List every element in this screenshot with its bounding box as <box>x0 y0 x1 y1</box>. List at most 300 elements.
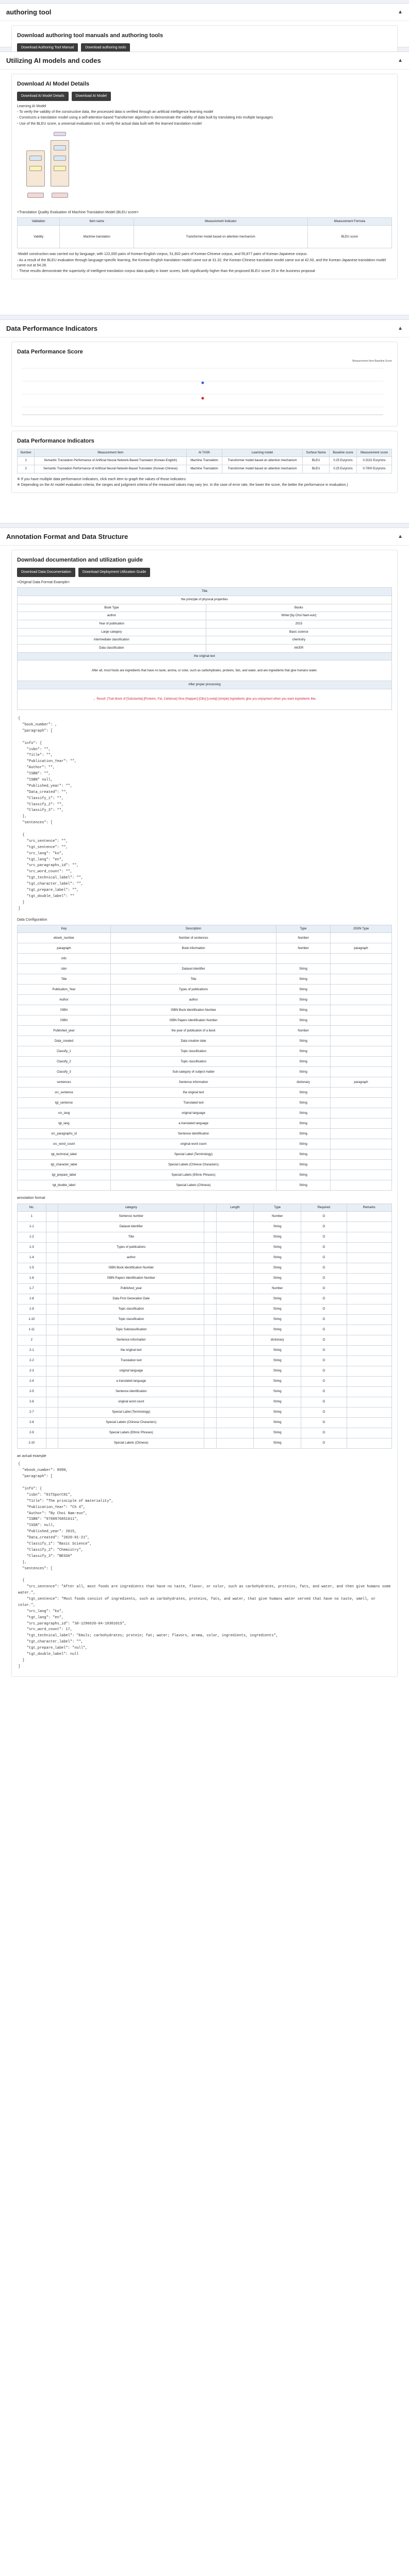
td <box>204 1315 217 1325</box>
td <box>330 1057 391 1067</box>
td: Topic classification <box>58 1304 204 1315</box>
section-annotation <box>0 528 409 2576</box>
td: Book information <box>110 943 276 954</box>
section-title: Data Performance Indicators <box>6 325 98 332</box>
td: Data First Generation Date <box>58 1294 204 1304</box>
td <box>204 1294 217 1304</box>
td: Transformer model based on attention mechanism <box>222 457 302 465</box>
note-line: ※ Depending on the AI model evaluation criteria, the ranges and judgment criteria of the measured values may vary (ex. In the case of error rate, the lower the score, the better the performance in evaluation.) <box>17 483 348 487</box>
td <box>330 1098 391 1108</box>
td: author <box>18 612 206 620</box>
td <box>216 1294 253 1304</box>
table-row <box>18 1428 392 1438</box>
td <box>216 1304 253 1315</box>
td <box>204 1356 217 1366</box>
td: String <box>276 1170 330 1180</box>
td <box>216 1243 253 1253</box>
td: dictionary <box>254 1335 301 1346</box>
td: Special Labels (Chinese) <box>58 1438 204 1449</box>
td: Topic Subclassification <box>58 1325 204 1335</box>
td: 2015 <box>206 620 391 628</box>
section-title: Utilizing AI models and codes <box>6 57 101 64</box>
td: Number <box>276 933 330 943</box>
td: src_lang <box>18 1108 111 1118</box>
td[interactable]: 2 <box>18 465 35 473</box>
td <box>347 1315 392 1325</box>
download-documentation-button[interactable]: Download Data Documentation <box>17 568 75 577</box>
performance-table <box>17 449 392 473</box>
td: ISBN Papers Identification Number <box>58 1274 204 1284</box>
td <box>330 1180 391 1191</box>
td: Sentence identification <box>110 1129 276 1139</box>
td: String <box>276 1098 330 1108</box>
td <box>216 1346 253 1356</box>
json-actual-example: { "ebook_number": 8990, "paragraph": [ "info": { "isbn": "01TSporC01", "Title": "The principle of materiality", "Publication_Year": "Ch 4", "Author": "By Choi Nam-eun", "ISBN": "9788976851011", "ISSN": null, "Published_year": 2015, "Data_created": "2020-01-21", "Classify_1": "Basic Science", "Classify_2": "Chemistry", "Classify_3": "BESSH" }, "sentences": [ { "src_sentence": "After all, most foods are ingredients that have no taste, flavor, or color, such as carbohydrates, proteins, fats, and water, and then give humans some water.", "tgt_sentence": "Most foods consist of ingredients, such as carbohydrates, proteins, fats, and water, that give humans water served that have no taste, smell, or color.", "src_lang": "ko", "tgt_lang": "en", "src_paragraphs_id": "30-1296620-04-1030101S", "src_word_count": 17, "tgt_technical_label": "Emuls; carbohydrates; protein; fat; water; flavors, aroma, color, ingredients, ingredients", "tgt_character_label": "", "tgt_prepare_label": "null", "tgt_double_label": null } ] <box>18 1462 391 1669</box>
td: String <box>276 1129 330 1139</box>
table-row <box>18 1036 392 1046</box>
td: O <box>301 1304 347 1315</box>
td <box>46 1418 58 1428</box>
example-table <box>17 587 392 710</box>
td: 1-2 <box>18 1232 46 1243</box>
td: Basic science <box>206 628 391 636</box>
td: ebook_number <box>18 933 111 943</box>
table-row <box>18 954 392 964</box>
td: Transformer model based on attention mechanism <box>222 465 302 473</box>
td <box>110 954 276 964</box>
td: isbn <box>18 964 111 974</box>
annotation-table <box>17 1204 392 1449</box>
td: intermediate classification <box>18 636 206 645</box>
ffn-block <box>54 166 66 171</box>
th: Validation <box>18 217 60 226</box>
td: 1-3 <box>18 1243 46 1253</box>
td: String <box>276 1036 330 1046</box>
th: AI TASK <box>187 449 222 457</box>
td: Types of publications <box>110 985 276 995</box>
td <box>46 1263 58 1274</box>
chevron-up-icon[interactable]: ▲ <box>398 9 403 15</box>
actual-example-title: an actual example <box>17 1454 46 1459</box>
td: O <box>301 1284 347 1294</box>
table-row <box>18 1397 392 1408</box>
config-title: Data Configuration <box>17 918 47 922</box>
td <box>330 1046 391 1057</box>
td: Machine Translation <box>187 457 222 465</box>
td <box>347 1222 392 1232</box>
td <box>204 1408 217 1418</box>
download-tools-button[interactable]: Download authoring tools <box>81 43 130 53</box>
td <box>330 1129 391 1139</box>
td: String <box>254 1377 301 1387</box>
td: Number <box>276 1026 330 1036</box>
td: author <box>58 1253 204 1263</box>
td: String <box>276 1067 330 1077</box>
td: chemistry <box>206 636 391 645</box>
td: original word count <box>110 1139 276 1149</box>
td <box>347 1325 392 1335</box>
td: 1-8 <box>18 1294 46 1304</box>
td: String <box>254 1253 301 1263</box>
download-model-button[interactable]: Download AI Model <box>72 92 111 101</box>
td: 2-6 <box>18 1397 46 1408</box>
td: a translated language <box>110 1118 276 1129</box>
chevron-up-icon[interactable]: ▲ <box>398 326 403 331</box>
download-manual-button[interactable]: Download Authoring Tool Manual <box>17 43 78 53</box>
td <box>347 1346 392 1356</box>
desc-line: - Use of the BLEU score, a universal evaluation tool, to verify the actual data built with the learned translation model <box>17 122 202 126</box>
section-header[interactable] <box>0 4 409 21</box>
table-row <box>18 1139 392 1149</box>
td: O <box>301 1325 347 1335</box>
td: String <box>276 964 330 974</box>
td: the original text <box>110 1088 276 1098</box>
td: String <box>254 1387 301 1397</box>
td: Published_year <box>18 1026 111 1036</box>
td: 2-8 <box>18 1418 46 1428</box>
td <box>216 1408 253 1418</box>
td: Sentence information <box>58 1335 204 1346</box>
td <box>216 1356 253 1366</box>
table-row <box>18 1387 392 1397</box>
td: tgt_technical_label <box>18 1149 111 1160</box>
td: Special Labels (Chinese Characters) <box>58 1418 204 1428</box>
td: Books <box>206 604 391 612</box>
validation-table <box>17 217 392 249</box>
td: O <box>301 1366 347 1377</box>
table-row <box>18 974 392 985</box>
td: String <box>254 1438 301 1449</box>
td: Data creation date <box>110 1036 276 1046</box>
td: String <box>254 1232 301 1243</box>
td <box>46 1304 58 1315</box>
td: ISBN Book Identification Number <box>58 1263 204 1274</box>
td: AK/ER <box>206 645 391 653</box>
td: sentences <box>18 1077 111 1088</box>
td: O <box>301 1377 347 1387</box>
td <box>216 1315 253 1325</box>
td: String <box>276 1149 330 1160</box>
table-row <box>18 1088 392 1098</box>
td: Sentence information <box>110 1077 276 1088</box>
td[interactable]: Semantic Translation Performance of Artificial Neural Network-Based Translator (Korean-Chinese) <box>35 465 187 473</box>
td <box>347 1274 392 1284</box>
table-row <box>18 1222 392 1232</box>
section-title: Annotation Format and Data Structure <box>6 533 128 540</box>
td <box>347 1438 392 1449</box>
td: Special Labels (Ethnic Phrases) <box>110 1170 276 1180</box>
th: Measurement score <box>357 449 392 457</box>
table-row <box>18 1160 392 1170</box>
td: → Result: [Trait block of [Substantia] [Proteins, Fat, Cellulose] Give [Happen] [Oils] [Lovely] [simple] ingredients give you enjoyment when you want ingredients like. <box>18 689 392 710</box>
td: original word count <box>58 1397 204 1408</box>
td <box>330 1149 391 1160</box>
td: info <box>18 954 111 964</box>
table-row <box>18 995 392 1005</box>
td: String <box>254 1274 301 1284</box>
card-title: Data Performance Score <box>17 349 83 355</box>
td: String <box>254 1263 301 1274</box>
td: Special Label (Terminology) <box>110 1149 276 1160</box>
td: Topic classification <box>110 1046 276 1057</box>
td <box>347 1418 392 1428</box>
td <box>204 1418 217 1428</box>
td: O <box>301 1243 347 1253</box>
td: Dataset identifier <box>110 964 276 974</box>
table-row <box>18 1438 392 1449</box>
embedding-block <box>27 193 44 198</box>
table-row <box>18 1180 392 1191</box>
td: O <box>301 1346 347 1356</box>
table-row <box>18 1046 392 1057</box>
td <box>204 1284 217 1294</box>
td <box>330 1005 391 1015</box>
td: Published_year <box>58 1284 204 1294</box>
table-row <box>18 1057 392 1067</box>
th: Measurement Indicator <box>134 217 308 226</box>
th: Measurement Formula <box>307 217 391 226</box>
td <box>330 1108 391 1118</box>
table-row <box>18 964 392 974</box>
td <box>204 1335 217 1346</box>
table-row <box>18 1304 392 1315</box>
td: Number <box>254 1212 301 1222</box>
td <box>330 933 391 943</box>
table-row <box>18 1149 392 1160</box>
json-example: { "book_number": , "paragraph": [ "info": { "isbn": "", "Title": "", "Publication_Year": "", "Author": "", "ISBN": "", "ISBN" null, "Published_year": "", "Data_created": "", "Classify_1": "", "Classify_2": "", "Classify_3": "", }, "sentences": [ { "src_sentence": "", "tgt_sentence": "", "src_lang": "ko", "tgt_lang": "en", "src_paragraphs_id": "", "src_word_count": "", "tgt_technical_label": "", "tgt_character_label": "", "tgt_prepare_label": "", "tgt_double_label": "" } ] <box>18 717 84 911</box>
td: String <box>276 1088 330 1098</box>
td <box>347 1428 392 1438</box>
section-title: authoring tool <box>6 8 52 16</box>
td: Title <box>58 1232 204 1243</box>
section-header[interactable] <box>0 52 409 70</box>
table-row <box>18 1366 392 1377</box>
td: O <box>301 1274 347 1284</box>
download-model-details-button[interactable]: Download AI Model Details <box>17 92 69 101</box>
td: Special Label (Terminology) <box>58 1408 204 1418</box>
note-line: -Model construction was carried out by language, with 122,000 pairs of Korean-English corpus, 51,602 pairs of Korean-Chinese corpus, and 55,877 pairs of Korean-Japanese corpus. <box>17 252 308 257</box>
td: 0.7000 Euryrons <box>357 465 392 473</box>
table-row <box>18 1015 392 1026</box>
td: 2-10 <box>18 1438 46 1449</box>
td <box>46 1438 58 1449</box>
th: JSON Type <box>330 925 391 933</box>
section-ai-models <box>0 52 409 315</box>
td: author <box>110 995 276 1005</box>
td: tgt_sentence <box>18 1098 111 1108</box>
td <box>347 1284 392 1294</box>
td[interactable]: Semantic Translation Performance of Artificial Neural Network-Based Translator (Korean-English) <box>35 457 187 465</box>
td: Data classification <box>18 645 206 653</box>
td: tgt_double_label <box>18 1180 111 1191</box>
td <box>46 1408 58 1418</box>
attention-block <box>54 145 66 150</box>
td: 2-2 <box>18 1356 46 1366</box>
td <box>216 1284 253 1294</box>
th: Required <box>301 1204 347 1212</box>
td: O <box>301 1418 347 1428</box>
ffn-block <box>29 166 42 171</box>
td <box>204 1377 217 1387</box>
td: Title <box>110 974 276 985</box>
annotation-format-title: annotation format <box>17 1196 45 1200</box>
td: ISBN <box>18 1005 111 1015</box>
th: Measurement Item <box>35 449 187 457</box>
td: O <box>301 1397 347 1408</box>
td: the year of publication of a book <box>110 1026 276 1036</box>
td: src_paragraphs_id <box>18 1129 111 1139</box>
th: Title <box>18 588 392 596</box>
td: 0.3132 Euryrons <box>357 457 392 465</box>
td[interactable]: 1 <box>18 457 35 465</box>
table-row <box>18 1212 392 1222</box>
td <box>347 1253 392 1263</box>
td <box>330 1118 391 1129</box>
td <box>216 1325 253 1335</box>
td <box>46 1397 58 1408</box>
td: String <box>276 1108 330 1118</box>
td <box>46 1294 58 1304</box>
td: 1-4 <box>18 1253 46 1263</box>
td: original language <box>58 1366 204 1377</box>
td: Special Labels (Chinese Characters) <box>110 1160 276 1170</box>
td: Year of publication <box>18 620 206 628</box>
td <box>347 1294 392 1304</box>
section-header[interactable] <box>0 320 409 337</box>
td: Large category <box>18 628 206 636</box>
card-title: Download documentation and utilization guide <box>17 557 143 563</box>
td: the principle of physical properties <box>18 596 392 604</box>
attention-block <box>29 156 42 161</box>
td: Sentence identification <box>58 1387 204 1397</box>
td: String <box>254 1408 301 1418</box>
th: Learning model <box>222 449 302 457</box>
td <box>204 1253 217 1263</box>
td <box>46 1346 58 1356</box>
td <box>46 1232 58 1243</box>
desc-line: - To verify the validity of the constructive data, the processed data is verified through an artificial intelligence learning model <box>17 110 214 114</box>
td <box>46 1274 58 1284</box>
td <box>216 1212 253 1222</box>
model-name: Learning AI Model <box>17 105 46 109</box>
td <box>46 1366 58 1377</box>
table-row <box>18 1067 392 1077</box>
td: String <box>276 1118 330 1129</box>
table-row <box>18 1253 392 1263</box>
td <box>46 1243 58 1253</box>
td: String <box>254 1294 301 1304</box>
td: Topic classification <box>58 1315 204 1325</box>
td <box>330 974 391 985</box>
td: Types of publications <box>58 1243 204 1253</box>
td <box>347 1304 392 1315</box>
td <box>204 1397 217 1408</box>
th <box>46 1204 58 1212</box>
td <box>46 1335 58 1346</box>
table-row <box>18 1170 392 1180</box>
td <box>204 1387 217 1397</box>
table-row <box>18 1356 392 1366</box>
td <box>347 1408 392 1418</box>
config-table <box>17 925 392 1191</box>
td: O <box>301 1222 347 1232</box>
td: 1-5 <box>18 1263 46 1274</box>
note-line: ※ If you have multiple data performance indicators, click each item to graph the values of those indicators. <box>17 477 187 481</box>
td: O <box>301 1294 347 1304</box>
td: 2 <box>18 1335 46 1346</box>
td <box>204 1325 217 1335</box>
table-row <box>18 1335 392 1346</box>
transformer-diagram <box>22 130 79 207</box>
td: Number <box>276 943 330 954</box>
th: Number <box>18 449 35 457</box>
td <box>216 1335 253 1346</box>
td <box>204 1366 217 1377</box>
download-guide-button[interactable]: Download Deployment Utilization Guide <box>78 568 150 577</box>
section-performance <box>0 319 409 523</box>
td: Writer:[by Choi Nam-eun] <box>206 612 391 620</box>
table-row <box>18 933 392 943</box>
td: original language <box>110 1108 276 1118</box>
section-header[interactable] <box>0 528 409 546</box>
td: O <box>301 1356 347 1366</box>
td <box>216 1428 253 1438</box>
td: String <box>254 1418 301 1428</box>
td: Transformer model based on attention mechanism <box>134 226 308 248</box>
td <box>46 1212 58 1222</box>
figure-caption: <Translation Quality Evaluation of Machine Translation Model (BLEU score> <box>17 210 139 214</box>
td: tgt_lang <box>18 1118 111 1129</box>
chevron-up-icon[interactable]: ▲ <box>398 534 403 539</box>
td: String <box>254 1346 301 1356</box>
td: a translated language <box>58 1377 204 1387</box>
softmax-block <box>54 132 66 136</box>
td: O <box>301 1438 347 1449</box>
td: tgt_prepare_label <box>18 1170 111 1180</box>
td <box>46 1428 58 1438</box>
td <box>330 1026 391 1036</box>
td: 0.25 Euryrons <box>330 465 357 473</box>
td <box>330 995 391 1005</box>
td: String <box>254 1304 301 1315</box>
td <box>216 1253 253 1263</box>
td: Translated text <box>110 1098 276 1108</box>
table-row <box>18 1325 392 1335</box>
td <box>330 1170 391 1180</box>
td: String <box>276 1046 330 1057</box>
table-row <box>18 1418 392 1428</box>
td <box>330 985 391 995</box>
table-row <box>18 1263 392 1274</box>
td: Machine translation <box>60 226 134 248</box>
td: paragraph <box>330 943 391 954</box>
td: O <box>301 1428 347 1438</box>
td <box>216 1418 253 1428</box>
td: String <box>254 1222 301 1232</box>
td: src_word_count <box>18 1139 111 1149</box>
td: Machine Translation <box>187 465 222 473</box>
td: String <box>276 1139 330 1149</box>
td: ISBN <box>18 1015 111 1026</box>
td <box>46 1315 58 1325</box>
chevron-up-icon[interactable]: ▲ <box>398 58 403 63</box>
td <box>216 1274 253 1284</box>
td: String <box>254 1325 301 1335</box>
th: Key <box>18 925 111 933</box>
table-row <box>18 1294 392 1304</box>
embedding-block <box>52 193 68 198</box>
td: String <box>276 1180 330 1191</box>
